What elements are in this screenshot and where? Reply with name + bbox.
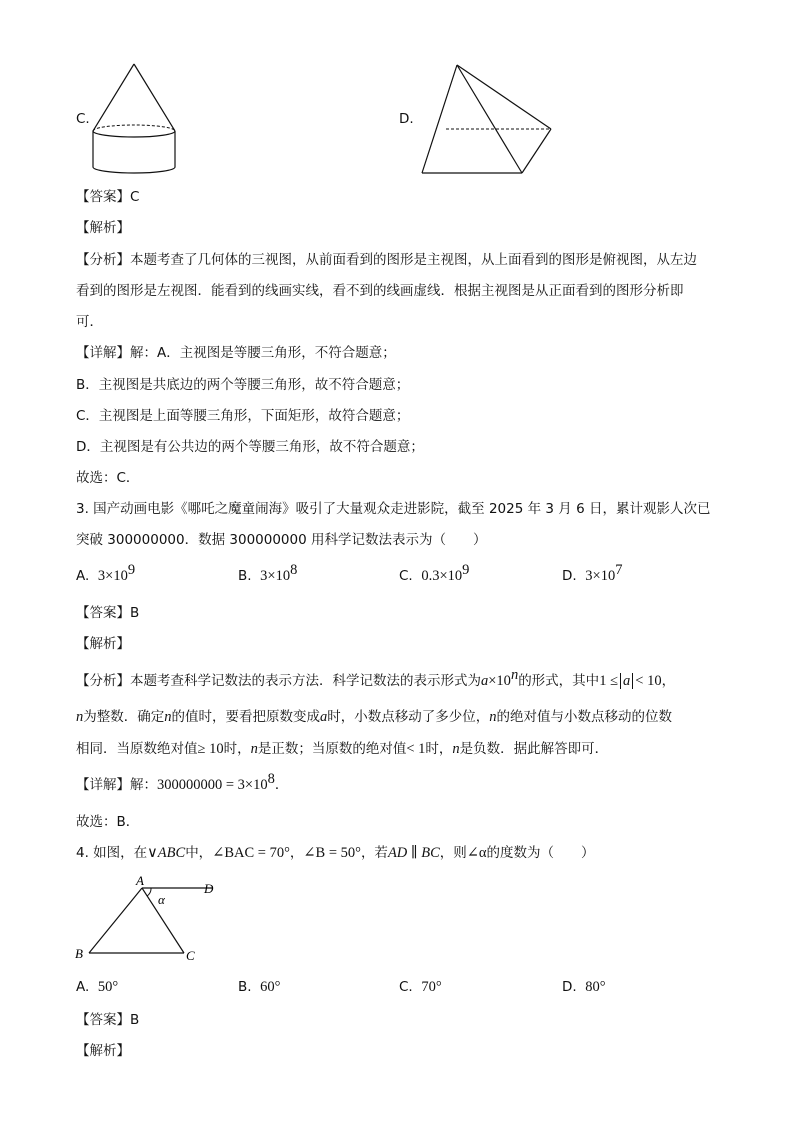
option-value: 80° (585, 979, 606, 995)
exponent-n: n (510, 667, 519, 683)
option-value: 3×10 (97, 568, 128, 584)
option-value: 0.3×10 (421, 568, 463, 584)
option-label: D. (562, 568, 577, 584)
stem-text: 的度数为（ ） (486, 845, 595, 861)
q2-line-b: B．主视图是共底边的两个等腰三角形，故不符合题意； (76, 377, 410, 393)
q4-option-c (399, 978, 442, 996)
var-n: n (76, 709, 84, 725)
exponent: 8 (290, 562, 298, 578)
fig-label-a: A (136, 873, 144, 888)
stem-text: ，则 (439, 845, 467, 861)
option-label: B. (238, 979, 252, 995)
var-n: n (489, 709, 497, 725)
angle-bac: ∠BAC = 70° (212, 845, 290, 861)
ineq-left: 1 ≤ (599, 673, 619, 689)
q3-fenxi-line2 (76, 708, 672, 726)
answer-value: B (130, 1012, 140, 1028)
angle-b: ∠B = 50° (303, 845, 361, 861)
stem-text: ， (289, 845, 304, 861)
exponent: 8 (267, 771, 275, 787)
q3-option-a (76, 562, 136, 585)
option-value: 50° (97, 979, 119, 995)
parallel-statement: AD ∥ BC (387, 845, 440, 861)
times-ten: ×10 (488, 673, 511, 689)
q3-option-b (238, 562, 298, 585)
q3-xiangjie (76, 771, 289, 794)
answer-tag: 【答案】 (76, 189, 130, 205)
punct: ． (274, 777, 289, 793)
fenxi-text: 时，小数点移动了多少位， (327, 709, 490, 725)
answer-value: C (130, 189, 140, 205)
option-value: 3×10 (585, 568, 616, 584)
q3-stem-line2: 突破 300000000．数据 300000000 用科学记数法表示为（ ） (76, 532, 487, 548)
q3-option-c (399, 562, 470, 585)
angle-alpha: ∠α (466, 845, 487, 861)
fenxi-text: 本题考查了几何体的三视图，从前面看到的图形是主视图，从上面看到的图形是俯视图，从左边 (130, 252, 697, 268)
option-label: C. (399, 979, 413, 995)
triangle-symbol: ∨ (147, 845, 158, 861)
fenxi-text: 是正数；当原数的绝对值 (257, 741, 407, 757)
q2-line-d: D．主视图是有公共边的两个等腰三角形，故不符合题意； (76, 439, 424, 455)
cone-on-cylinder-figure (90, 62, 180, 177)
q4-stem (76, 844, 595, 862)
fig-label-c: C (186, 948, 195, 963)
var-n: n (164, 709, 172, 725)
option-label: D. (562, 979, 577, 995)
triangle-figure (72, 872, 222, 967)
q4-option-d (562, 978, 606, 996)
exponent: 7 (615, 562, 623, 578)
var-n: n (250, 741, 258, 757)
q2-jiexi-heading: 【解析】 (76, 220, 130, 236)
ineq: < 1 (406, 741, 426, 757)
answer-tag: 【答案】 (76, 1012, 130, 1028)
option-label: C. (399, 568, 413, 584)
answer-value: B (130, 605, 140, 621)
var-a: a (320, 709, 328, 725)
option-label: A. (76, 568, 90, 584)
q4-answer (76, 1011, 139, 1029)
fenxi-text: 的形式，其中 (518, 673, 600, 689)
xiangjie-tag: 【详解】 (76, 777, 130, 793)
fenxi-tag: 【分析】 (76, 673, 130, 689)
q3-fenxi-line1 (76, 667, 676, 690)
punct: ， (661, 673, 676, 689)
q2-answer (76, 188, 139, 206)
q3-answer (76, 604, 139, 622)
q4-option-a (76, 978, 118, 996)
stem-text: 中， (185, 845, 213, 861)
q3-stem-line1: 3. 国产动画电影《哪吒之魔童闹海》吸引了大量观众走进影院，截至 2025 年 3 月 6 日，累计观影人次已 (76, 501, 711, 517)
xiangjie-text: 解： (130, 777, 157, 793)
q2-xiangjie-line1 (76, 344, 396, 362)
option-c-label: C. (76, 111, 90, 127)
fenxi-text: 是负数．据此解答即可． (459, 741, 609, 757)
q2-fenxi-line3: 可． (76, 314, 103, 330)
fig-label-b: B (75, 946, 83, 961)
xiangjie-text: 解：A．主视图是等腰三角形，不符合题意； (130, 345, 396, 361)
option-label: A. (76, 979, 90, 995)
fenxi-text: 时， (425, 741, 453, 757)
option-value: 70° (421, 979, 442, 995)
fig-label-d: D (204, 881, 214, 896)
answer-tag: 【答案】 (76, 605, 130, 621)
fenxi-text: 时， (223, 741, 251, 757)
var-n: n (452, 741, 460, 757)
var-a: a (481, 673, 489, 689)
option-value: 3×10 (260, 568, 291, 584)
ineq: ≥ 10 (197, 741, 224, 757)
q2-choose: 故选：C． (76, 470, 140, 486)
ineq-right: < 10 (635, 673, 662, 689)
fenxi-text: 的绝对值与小数点移动的位数 (496, 709, 672, 725)
fenxi-tag: 【分析】 (76, 252, 130, 268)
q3-fenxi-line3 (76, 740, 608, 758)
stem-text: ，若 (360, 845, 388, 861)
fig-label-alpha: α (158, 892, 165, 907)
stem-text: 4. 如图，在 (76, 845, 148, 861)
xiangjie-tag: 【详解】 (76, 345, 130, 361)
equation: 300000000 = 3×10 (157, 777, 268, 793)
exponent: 9 (127, 562, 136, 578)
q3-option-d (562, 562, 623, 585)
fenxi-text: 为整数．确定 (83, 709, 165, 725)
q2-fenxi-line2: 看到的图形是左视图．能看到的线画实线，看不到的线画虚线．根据主视图是从正面看到的图形分析即 (76, 283, 684, 299)
q2-fenxi-line1 (76, 251, 697, 269)
q3-jiexi-heading: 【解析】 (76, 636, 130, 652)
option-d-label: D. (399, 111, 414, 127)
option-label: B. (238, 568, 252, 584)
fenxi-text: 的值时，要看把原数变成 (171, 709, 320, 725)
triangle-name: ABC (157, 845, 186, 861)
q3-choose: 故选：B． (76, 814, 140, 830)
option-value: 60° (260, 979, 281, 995)
fenxi-text: 本题考查科学记数法的表示方法．科学记数法的表示形式为 (130, 673, 481, 689)
q2-line-c: C．主视图是上面等腰三角形，下面矩形，故符合题意； (76, 408, 410, 424)
abs-a: a (620, 673, 633, 689)
q4-jiexi-heading: 【解析】 (76, 1043, 130, 1059)
pyramid-figure (420, 62, 555, 177)
fenxi-text: 相同．当原数绝对值 (76, 741, 198, 757)
exponent: 9 (462, 562, 470, 578)
q4-option-b (238, 978, 280, 996)
